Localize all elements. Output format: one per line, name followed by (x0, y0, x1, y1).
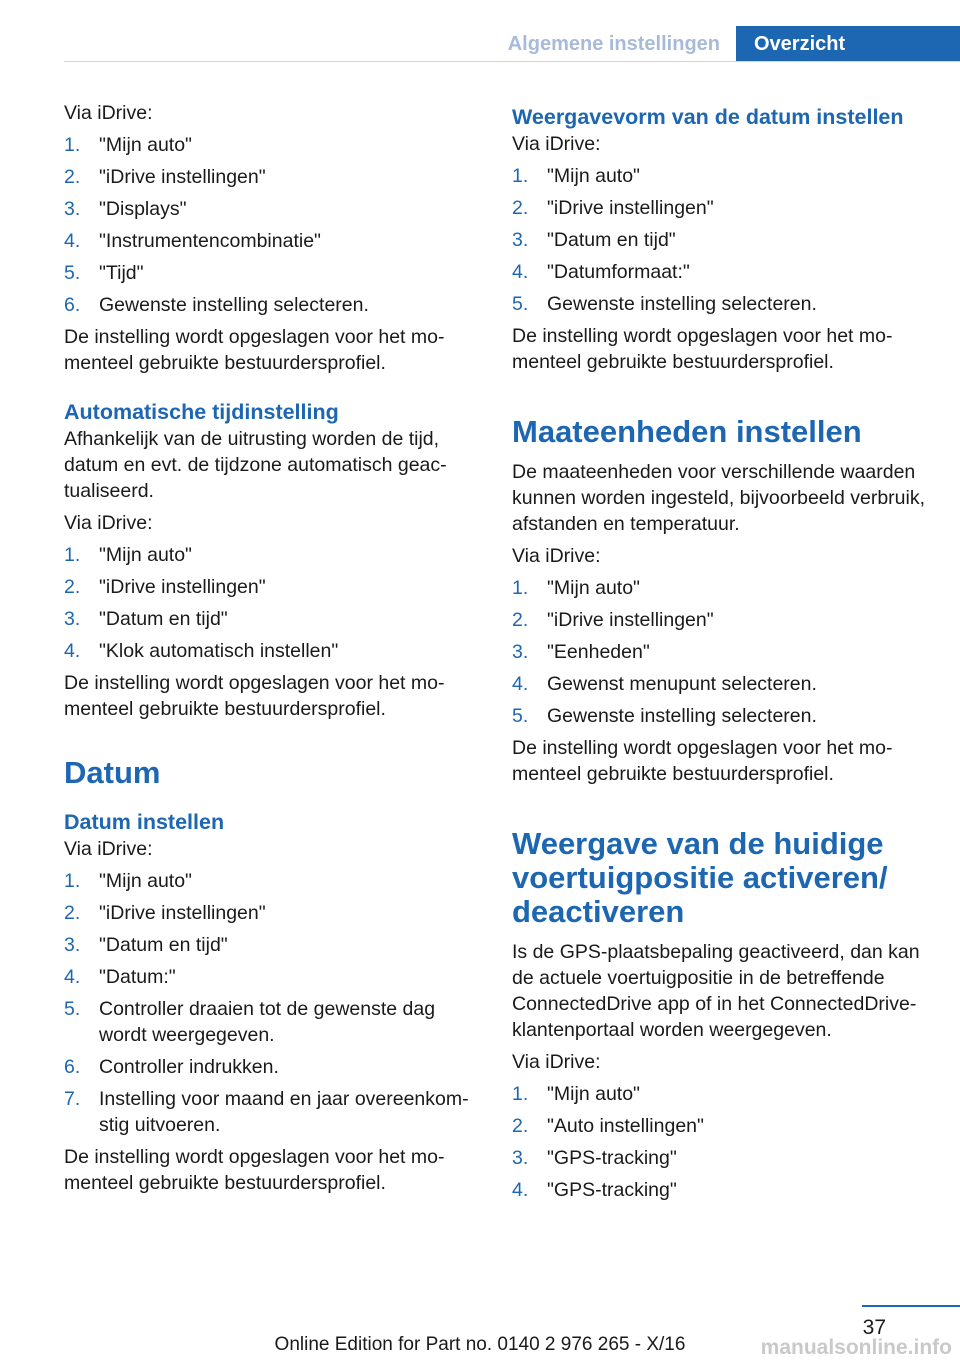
auto-time-heading: Automatische tijdinstelling (64, 400, 339, 424)
date-set-heading: Datum instellen (64, 810, 225, 834)
step-text: Controller indrukken. (99, 1056, 279, 1078)
saved-note: De instelling wordt opgeslagen voor het momenteel gebruikte bestuurdersprofiel. (512, 737, 893, 785)
step-text: "Datum en tijd" (99, 608, 228, 630)
list-item (64, 1054, 480, 1080)
step-number: 1. (64, 544, 81, 566)
date-format-via: Via iDrive: (512, 133, 601, 155)
list-item (512, 671, 928, 697)
saved-note: De instelling wordt opgeslagen voor het momenteel gebruikte bestuurdersprofiel. (64, 672, 445, 720)
step-number: 3. (512, 229, 529, 251)
step-number: 2. (64, 902, 81, 924)
step-number: 5. (64, 998, 81, 1020)
step-text: "Mijn auto" (547, 165, 640, 187)
step-text: "Mijn auto" (547, 577, 640, 599)
list-item (512, 1177, 928, 1203)
step-text: "Datum:" (99, 966, 176, 988)
step-text: "Mijn auto" (99, 134, 192, 156)
list-item (64, 228, 480, 254)
gps-via: Via iDrive: (512, 1051, 601, 1073)
step-number: 2. (64, 576, 81, 598)
time-steps-list (64, 132, 480, 318)
step-number: 4. (512, 1179, 529, 1201)
step-text: "GPS-tracking" (547, 1179, 677, 1201)
footer-rule (862, 1305, 960, 1307)
step-text: "Auto instellingen" (547, 1115, 704, 1137)
step-text: Instelling voor maand en jaar overeenkomstig uitvoeren. (99, 1088, 469, 1136)
step-number: 4. (64, 966, 81, 988)
gps-heading: Weergave van de huidige voertuigpositie activeren/ deactiveren (512, 826, 888, 929)
step-text: "iDrive instellingen" (547, 609, 714, 631)
list-item (512, 195, 928, 221)
list-item (512, 291, 928, 317)
list-item (64, 868, 480, 894)
list-item (64, 292, 480, 318)
auto-time-via: Via iDrive: (64, 512, 153, 534)
step-number: 5. (64, 262, 81, 284)
step-text: "iDrive instellingen" (99, 576, 266, 598)
step-number: 5. (512, 293, 529, 315)
list-item (64, 196, 480, 222)
list-item (64, 542, 480, 568)
step-text: "GPS-tracking" (547, 1147, 677, 1169)
step-text: Gewenste instelling selecteren. (99, 294, 369, 316)
step-text: "Displays" (99, 198, 187, 220)
step-text: Gewenste instelling selecteren. (547, 293, 817, 315)
step-number: 1. (512, 1083, 529, 1105)
list-item (512, 575, 928, 601)
list-item (64, 638, 480, 664)
step-number: 3. (512, 1147, 529, 1169)
section-tab[interactable]: Algemene instellingen (507, 33, 720, 55)
list-item (512, 259, 928, 285)
step-number: 2. (64, 166, 81, 188)
step-text: "Instrumentencombinatie" (99, 230, 321, 252)
list-item (512, 1113, 928, 1139)
list-item (64, 260, 480, 286)
step-number: 4. (512, 261, 529, 283)
step-number: 1. (512, 165, 529, 187)
list-item (64, 132, 480, 158)
step-text: Controller draaien tot de gewenste dag wordt weergegeven. (99, 998, 436, 1046)
list-item (512, 703, 928, 729)
step-text: "Datumformaat:" (547, 261, 690, 283)
step-text: "iDrive instellingen" (99, 902, 266, 924)
date-format-heading: Weergavevorm van de datum instellen (512, 105, 904, 129)
step-text: "Mijn auto" (99, 870, 192, 892)
step-text: Gewenste instelling selecteren. (547, 705, 817, 727)
step-number: 6. (64, 294, 81, 316)
step-text: "iDrive instellingen" (547, 197, 714, 219)
list-item (64, 606, 480, 632)
step-number: 1. (64, 134, 81, 156)
auto-time-steps-list (64, 542, 480, 664)
saved-note: De instelling wordt opgeslagen voor het momenteel gebruikte bestuurdersprofiel. (512, 325, 893, 373)
step-number: 4. (512, 673, 529, 695)
step-number: 4. (64, 640, 81, 662)
footer-edition: Online Edition for Part no. 0140 2 976 265 - X/16 (274, 1334, 686, 1355)
list-item (512, 607, 928, 633)
units-body: De maateenheden voor verschillende waarden kunnen worden ingesteld, bijvoorbeeld verbruik, afstanden en temperatuur. (512, 461, 926, 535)
units-heading: Maateenheden instellen (512, 414, 862, 449)
step-number: 6. (64, 1056, 81, 1078)
step-number: 3. (64, 198, 81, 220)
step-text: "Eenheden" (547, 641, 650, 663)
step-text: "Datum en tijd" (99, 934, 228, 956)
step-number: 2. (512, 197, 529, 219)
header-rule (64, 61, 960, 62)
list-item (64, 964, 480, 990)
overview-tab[interactable]: Overzicht (736, 26, 960, 62)
intro-text: Via iDrive: (64, 102, 153, 124)
list-item (512, 1145, 928, 1171)
step-number: 1. (512, 577, 529, 599)
list-item (64, 900, 480, 926)
step-number: 3. (512, 641, 529, 663)
step-number: 3. (64, 934, 81, 956)
step-number: 1. (64, 870, 81, 892)
list-item (64, 1086, 480, 1138)
page-header (0, 0, 960, 62)
units-steps-list (512, 575, 928, 729)
step-number: 7. (64, 1088, 81, 1110)
list-item (512, 163, 928, 189)
saved-note: De instelling wordt opgeslagen voor het momenteel gebruikte bestuurdersprofiel. (64, 1146, 445, 1194)
step-text: "iDrive instellingen" (99, 166, 266, 188)
date-format-steps-list (512, 163, 928, 317)
watermark-logo: manualsonline.info (760, 1336, 952, 1359)
list-item (512, 639, 928, 665)
step-number: 4. (64, 230, 81, 252)
list-item (64, 996, 480, 1048)
step-number: 2. (512, 1115, 529, 1137)
auto-time-body: Afhankelijk van de uitrusting worden de tijd, datum en evt. de tijdzone automatisch geactualiseerd. (64, 428, 447, 502)
step-text: "Tijd" (99, 262, 144, 284)
date-via: Via iDrive: (64, 838, 153, 860)
list-item (64, 574, 480, 600)
list-item (512, 1081, 928, 1107)
step-text: "Mijn auto" (547, 1083, 640, 1105)
list-item (64, 932, 480, 958)
list-item (64, 164, 480, 190)
step-text: "Klok automatisch instellen" (99, 640, 339, 662)
date-heading: Datum (64, 755, 161, 790)
step-number: 3. (64, 608, 81, 630)
gps-body: Is de GPS-plaatsbepaling geactiveerd, dan kan de actuele voertuigpositie in de betreffende ConnectedDrive app of in het ConnectedDrive-klantenportaal worden weergegeven. (512, 941, 920, 1041)
step-text: Gewenst menupunt selecteren. (547, 673, 817, 695)
saved-note: De instelling wordt opgeslagen voor het momenteel gebruikte bestuurdersprofiel. (64, 326, 445, 374)
date-steps-list (64, 868, 480, 1138)
step-text: "Datum en tijd" (547, 229, 676, 251)
step-number: 5. (512, 705, 529, 727)
left-column (64, 100, 480, 1202)
list-item (512, 227, 928, 253)
gps-steps-list (512, 1081, 928, 1203)
page-number: 37 (862, 1316, 886, 1339)
step-number: 2. (512, 609, 529, 631)
step-text: "Mijn auto" (99, 544, 192, 566)
units-via: Via iDrive: (512, 545, 601, 567)
right-column (512, 100, 928, 1209)
